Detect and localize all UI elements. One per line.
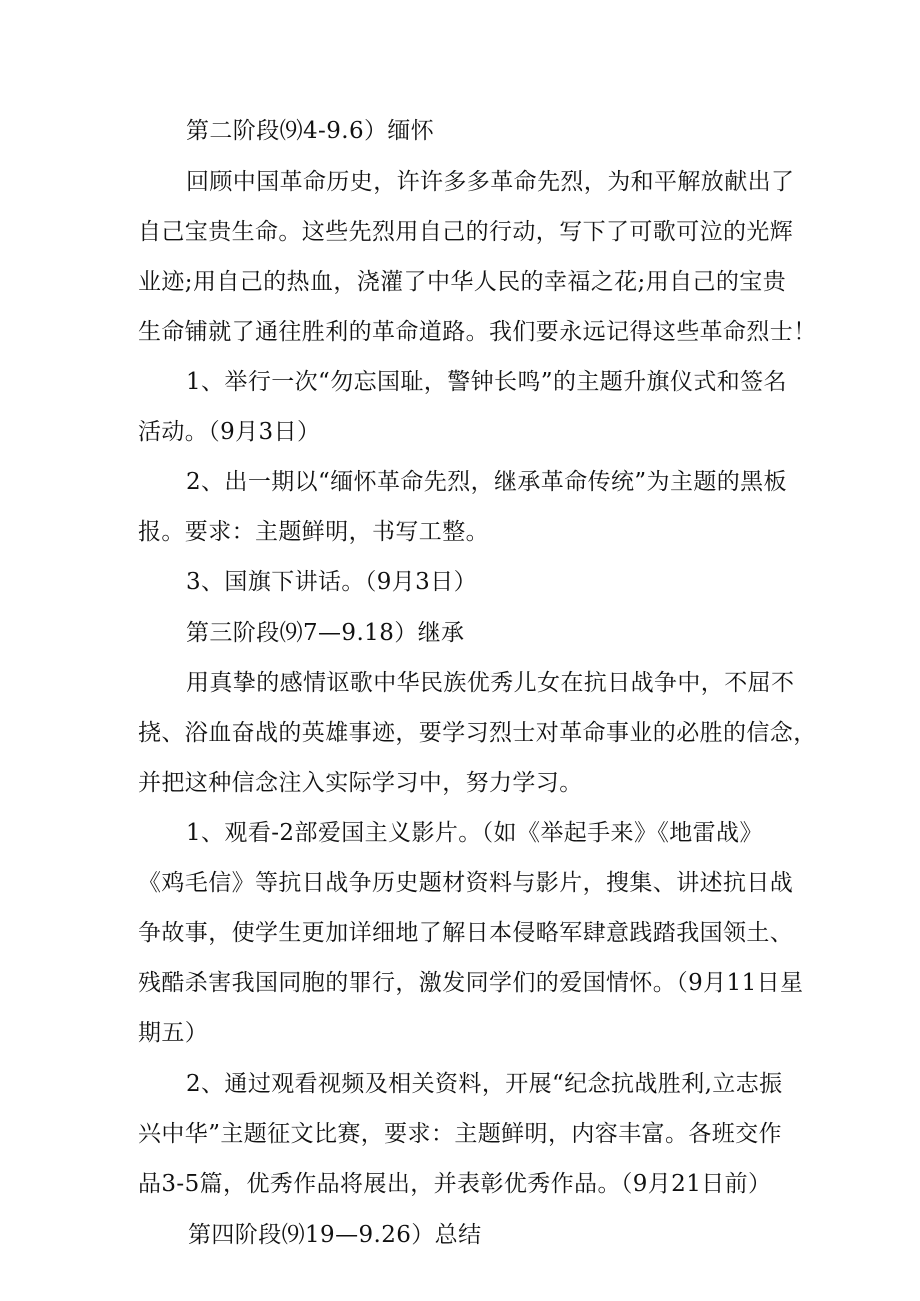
list-item-line: 3、国旗下讲话。（9月3日） <box>186 569 477 595</box>
list-item-line: 残酷杀害我国同胞的罪行，激发同学们的爱国情怀。（9月11日星 <box>138 970 804 996</box>
paragraph-line: 生命铺就了通往胜利的革命道路。我们要永远记得这些革命烈士！ <box>138 319 817 345</box>
list-item-line: 2、出一期以“缅怀革命先烈，继承革命传统”为主题的黑板 <box>186 469 787 495</box>
paragraph-line: 并把这种信念注入实际学习中，努力学习。 <box>138 770 583 796</box>
list-item-line: 争故事，使学生更加详细地了解日本侵略军肆意践踏我国领土、 <box>138 920 794 946</box>
paragraph-line: 自己宝贵生命。这些先烈用自己的行动，写下了可歌可泣的光辉 <box>138 219 794 245</box>
paragraph-line: 挠、浴血奋战的英雄事迹，要学习烈士对革命事业的必胜的信念， <box>138 720 817 746</box>
section-heading-stage-4: 第四阶段⑼19—9.26）总结 <box>188 1222 482 1248</box>
list-item-line: 《鸡毛信》等抗日战争历史题材资料与影片，搜集、讲述抗日战 <box>138 870 794 896</box>
list-item-line: 活动。（9月3日） <box>138 419 321 445</box>
section-heading-stage-2: 第二阶段⑼4-9.6）缅怀 <box>186 118 435 144</box>
list-item-line: 期五） <box>138 1020 209 1046</box>
list-item-line: 2、通过观看视频及相关资料，开展“纪念抗战胜利,立志振 <box>186 1071 783 1097</box>
list-item-line: 兴中华”主题征文比赛，要求：主题鲜明，内容丰富。各班交作 <box>138 1121 782 1147</box>
list-item-line: 品3-5篇，优秀作品将展出，并表彰优秀作品。（9月21日前） <box>138 1171 772 1197</box>
paragraph-line: 用真挚的感情讴歌中华民族优秀儿女在抗日战争中，不屈不 <box>186 670 795 696</box>
list-item-line: 报。要求：主题鲜明，书写工整。 <box>138 519 489 545</box>
paragraph-line: 业迹;用自己的热血，浇灌了中华人民的幸福之花;用自己的宝贵 <box>138 269 787 295</box>
list-item-line: 1、举行一次“勿忘国耻，警钟长鸣”的主题升旗仪式和签名 <box>186 369 787 395</box>
list-item-line: 1、观看-2部爱国主义影片。（如《举起手来》《地雷战》 <box>186 820 763 846</box>
section-heading-stage-3: 第三阶段⑼7—9.18）继承 <box>186 620 465 646</box>
paragraph-line: 回顾中国革命历史，许许多多革命先烈，为和平解放献出了 <box>186 169 795 195</box>
